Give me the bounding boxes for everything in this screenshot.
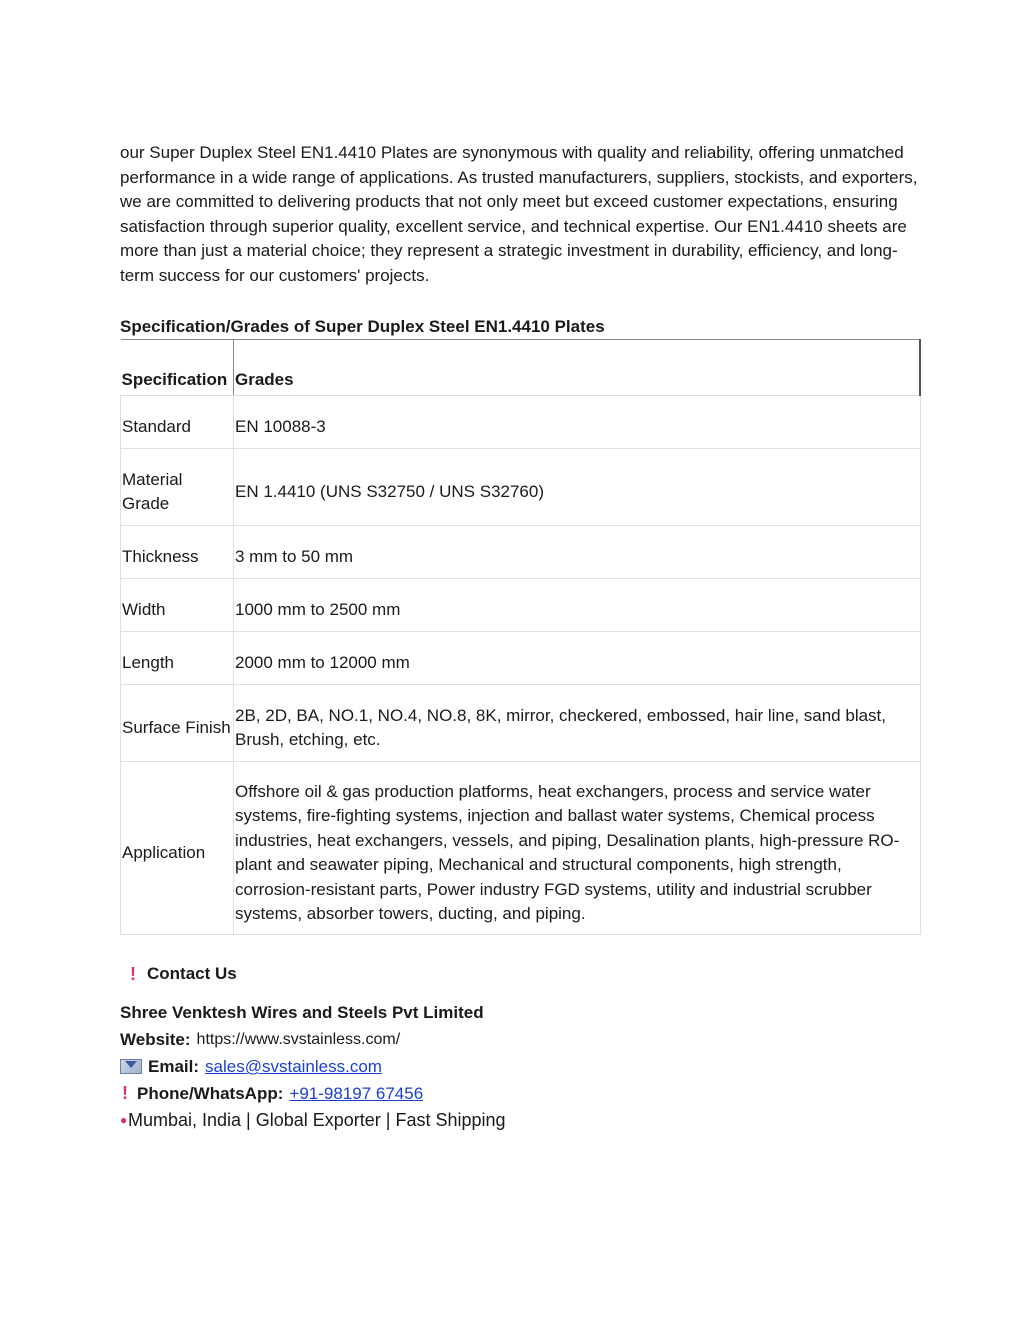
row-grade: Offshore oil & gas production platforms, heat exchangers, process and service water systems, fire-fighting systems, injection and ballast water systems, Chemical process industries, heat exchangers, vessels, and piping, Desalination plants, high-pressure RO-plant and seawater piping, Mechanical and structural components, high strength, corrosion-resistant parts, Power industry FGD systems, utility and industrial scrubber systems, absorber towers, ducting, and piping. bbox=[234, 762, 921, 935]
email-label: Email: bbox=[148, 1057, 200, 1076]
envelope-icon bbox=[120, 1059, 142, 1074]
table-row bbox=[121, 396, 921, 449]
table-row bbox=[121, 632, 921, 685]
row-spec: Thickness bbox=[121, 526, 234, 579]
row-grade: 2B, 2D, BA, NO.1, NO.4, NO.8, 8K, mirror, checkered, embossed, hair line, sand blast, Brush, etching, etc. bbox=[234, 685, 921, 762]
row-grade: 3 mm to 50 mm bbox=[234, 526, 921, 579]
website-url[interactable]: https://www.svstainless.com/ bbox=[196, 1031, 401, 1048]
exclamation-icon: ! bbox=[122, 1083, 128, 1103]
row-spec: Length bbox=[121, 632, 234, 685]
row-spec: Application bbox=[121, 762, 234, 935]
header-grades: Grades bbox=[234, 340, 921, 396]
row-spec: Surface Finish bbox=[121, 685, 234, 762]
spec-heading: Specification/Grades of Super Duplex Steel EN1.4410 Plates bbox=[120, 317, 605, 336]
table-row bbox=[121, 579, 921, 632]
email-link[interactable]: sales@svstainless.com bbox=[205, 1057, 382, 1076]
table-row bbox=[121, 685, 921, 762]
intro-paragraph: our Super Duplex Steel EN1.4410 Plates are synonymous with quality and reliability, offering unmatched performance in a wide range of applications. As trusted manufacturers, suppliers, stockists, and exporters, we are committed to delivering products that not only meet but exceed customer expectations, ensuring satisfaction through superior quality, excellent service, and technical expertise. Our EN1.4410 sheets are more than just a material choice; they represent a strategic investment in durability, efficiency, and long-term success for our customers' projects. bbox=[120, 143, 918, 285]
row-grade: 1000 mm to 2500 mm bbox=[234, 579, 921, 632]
website-label: Website: bbox=[120, 1030, 191, 1049]
table-row bbox=[121, 526, 921, 579]
table-row bbox=[121, 449, 921, 526]
row-grade: 2000 mm to 12000 mm bbox=[234, 632, 921, 685]
table-row bbox=[121, 762, 921, 935]
website-line bbox=[120, 1026, 920, 1053]
row-spec: Width bbox=[121, 579, 234, 632]
row-spec: Material Grade bbox=[121, 449, 234, 526]
exclamation-icon: ! bbox=[130, 963, 136, 984]
company-name: Shree Venktesh Wires and Steels Pvt Limited bbox=[120, 1003, 484, 1022]
contact-section bbox=[120, 961, 920, 1134]
row-grade: EN 10088-3 bbox=[234, 396, 921, 449]
phone-link[interactable]: +91-98197 67456 bbox=[289, 1084, 424, 1103]
phone-label: Phone/WhatsApp: bbox=[137, 1084, 284, 1103]
document-page bbox=[120, 141, 920, 1134]
header-specification: Specification bbox=[121, 340, 234, 396]
contact-heading bbox=[120, 961, 920, 987]
phone-line bbox=[120, 1080, 920, 1107]
spec-table bbox=[120, 339, 921, 935]
row-grade: EN 1.4410 (UNS S32750 / UNS S32760) bbox=[234, 449, 921, 526]
location-line bbox=[120, 1107, 920, 1134]
row-spec: Standard bbox=[121, 396, 234, 449]
contact-heading-text: Contact Us bbox=[147, 964, 237, 983]
location-text: Mumbai, India | Global Exporter | Fast Shipping bbox=[128, 1110, 506, 1130]
pin-icon: ● bbox=[120, 1113, 128, 1127]
email-line bbox=[120, 1053, 920, 1080]
table-header-row bbox=[121, 340, 921, 396]
